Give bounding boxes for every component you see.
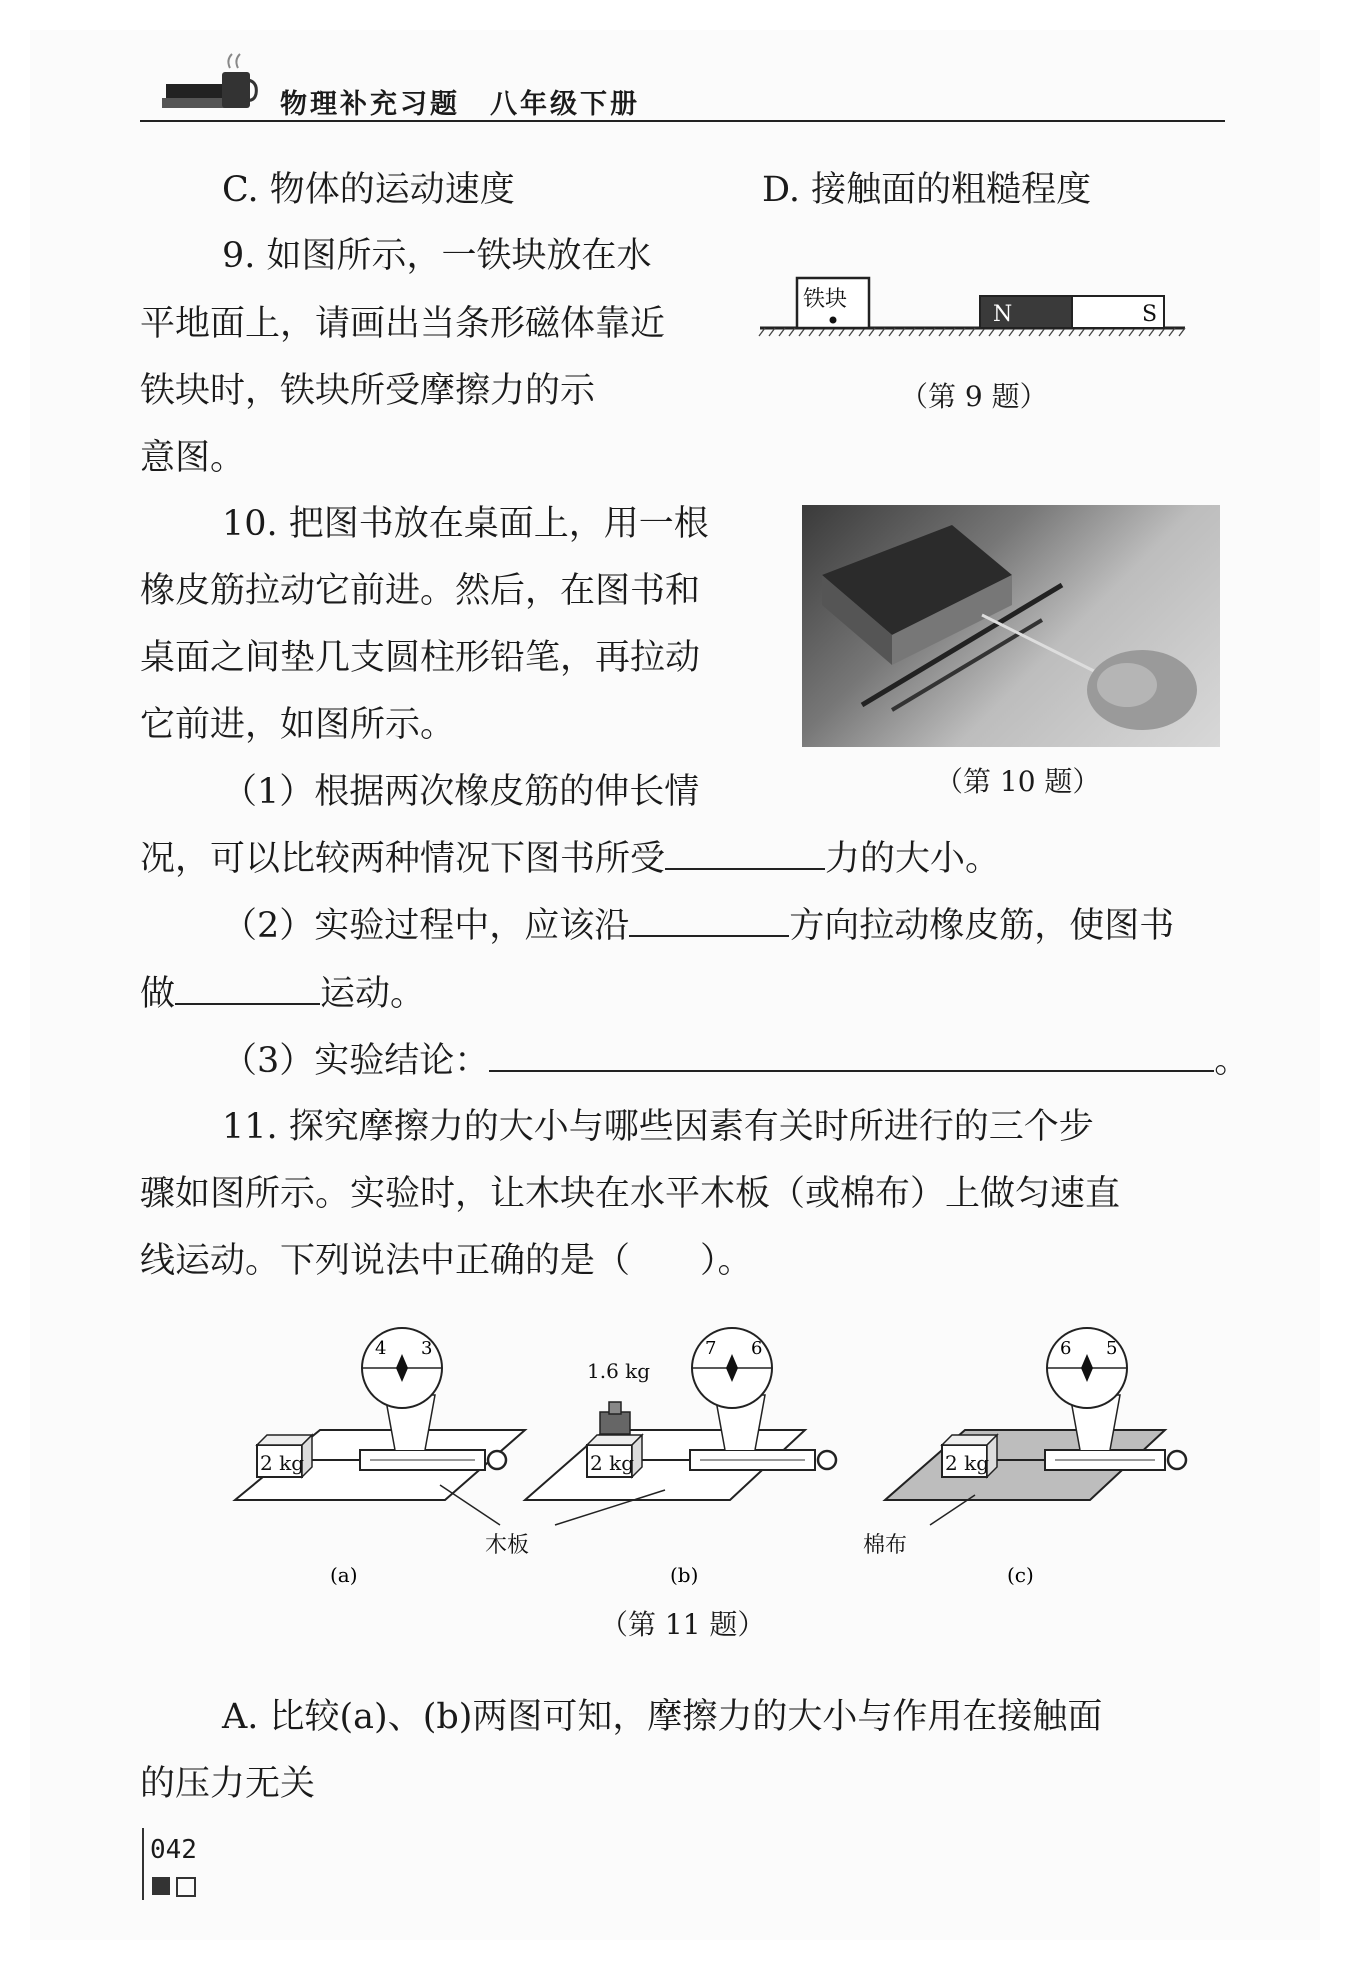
dial-c-left: 6: [1060, 1338, 1072, 1359]
q10-part1-line2: [140, 825, 1000, 893]
q8-option-d: D. 接触面的粗糙程度: [762, 170, 1092, 210]
block-label-c: 2 kg: [945, 1451, 990, 1475]
q10-part1-text-a: 况，可以比较两种情况下图书所受: [140, 839, 666, 879]
q10-part1-line1: （1）根据两次橡皮筋的伸长情: [222, 772, 700, 812]
q10-caption: （第 10 题）: [935, 765, 1101, 798]
page-number: 042: [150, 1835, 197, 1865]
dial-b-left: 7: [705, 1338, 717, 1359]
sub-caption-a: (a): [330, 1563, 358, 1587]
q10-part3-text-a: （3）实验结论：: [222, 1041, 490, 1081]
q10-part2-text-b: 方向拉动橡皮筋，使图书: [789, 906, 1175, 946]
dial-a-left: 4: [375, 1338, 387, 1359]
page-marker-filled-icon: [152, 1877, 170, 1895]
q10-part2-line2: [140, 960, 425, 1028]
q10-part3-blank-conclusion[interactable]: [489, 1040, 1214, 1072]
page-marker-empty-icon: [176, 1877, 196, 1897]
q11-line-2: 骤如图所示。实验时，让木块在水平木板（或棉布）上做匀速直: [140, 1174, 1121, 1214]
q11-line-3: 线运动。下列说法中正确的是（ ）。: [140, 1241, 753, 1281]
q10-photo-illustration: [802, 505, 1220, 747]
board-label: 木板: [485, 1533, 530, 1558]
q10-line-2: 橡皮筋拉动它前进。然后，在图书和: [140, 571, 701, 611]
dial-a-right: 3: [421, 1338, 433, 1359]
q11-option-a-line2: 的压力无关: [140, 1764, 316, 1804]
q9-line-4: 意图。: [140, 438, 246, 478]
q11-line-1: 11. 探究摩擦力的大小与哪些因素有关时所进行的三个步: [222, 1107, 1094, 1147]
q9-line-1: 9. 如图所示，一铁块放在水: [222, 236, 652, 276]
q10-part2-line1: [222, 892, 1174, 960]
q11-option-a-line1: A. 比较(a)、(b)两图可知，摩擦力的大小与作用在接触面: [222, 1697, 1103, 1737]
q11-setup-a: [235, 1328, 525, 1500]
q11-caption: （第 11 题）: [600, 1608, 766, 1641]
sub-caption-c: (c): [1007, 1563, 1034, 1587]
dial-c-right: 5: [1106, 1338, 1118, 1359]
q11-setup-b: [525, 1328, 836, 1500]
block-label-a: 2 kg: [260, 1451, 305, 1475]
header-title: 物理补充习题 八年级下册: [280, 89, 640, 120]
q9-caption: （第 9 题）: [900, 380, 1048, 413]
weight-label: 1.6 kg: [587, 1359, 651, 1383]
q11-setup-c: [885, 1328, 1186, 1500]
q10-part2-text-a: （2）实验过程中，应该沿: [222, 906, 630, 946]
iron-block-label: 铁块: [803, 287, 848, 312]
q10-line-3: 桌面之间垫几支圆柱形铅笔，再拉动: [140, 638, 701, 678]
magnet-n-label: N: [993, 302, 1013, 327]
q10-part2-blank-motion[interactable]: [175, 973, 320, 1005]
q10-part2-text-d: 运动。: [320, 974, 426, 1014]
q10-part3-line: [222, 1027, 1249, 1095]
header-divider: [140, 120, 1225, 122]
page-number-bar: [142, 1828, 144, 1900]
magnet-s-label: S: [1142, 302, 1158, 327]
cloth-label: 棉布: [863, 1533, 908, 1558]
q10-line-4: 它前进，如图所示。: [140, 705, 456, 745]
q10-part1-text-b: 力的大小。: [825, 839, 1001, 879]
block-label-b: 2 kg: [590, 1451, 635, 1475]
q10-part2-blank-direction[interactable]: [629, 905, 789, 937]
dial-b-right: 6: [751, 1338, 763, 1359]
q10-part1-blank[interactable]: [665, 838, 825, 870]
q10-part3-text-b: 。: [1214, 1041, 1250, 1081]
q8-option-c: C. 物体的运动速度: [222, 170, 515, 210]
q9-figure: [755, 270, 1195, 340]
q11-figure: [195, 1320, 1195, 1590]
iron-block-center-dot: [830, 317, 837, 324]
sub-caption-b: (b): [670, 1563, 699, 1587]
q9-line-3: 铁块时，铁块所受摩擦力的示: [140, 371, 596, 411]
q10-line-1: 10. 把图书放在桌面上，用一根: [222, 504, 709, 544]
book-cup-logo-icon: [160, 42, 260, 117]
q10-photo: [802, 505, 1220, 747]
q10-part2-text-c: 做: [140, 974, 176, 1014]
q9-line-2: 平地面上，请画出当条形磁体靠近: [140, 304, 666, 344]
